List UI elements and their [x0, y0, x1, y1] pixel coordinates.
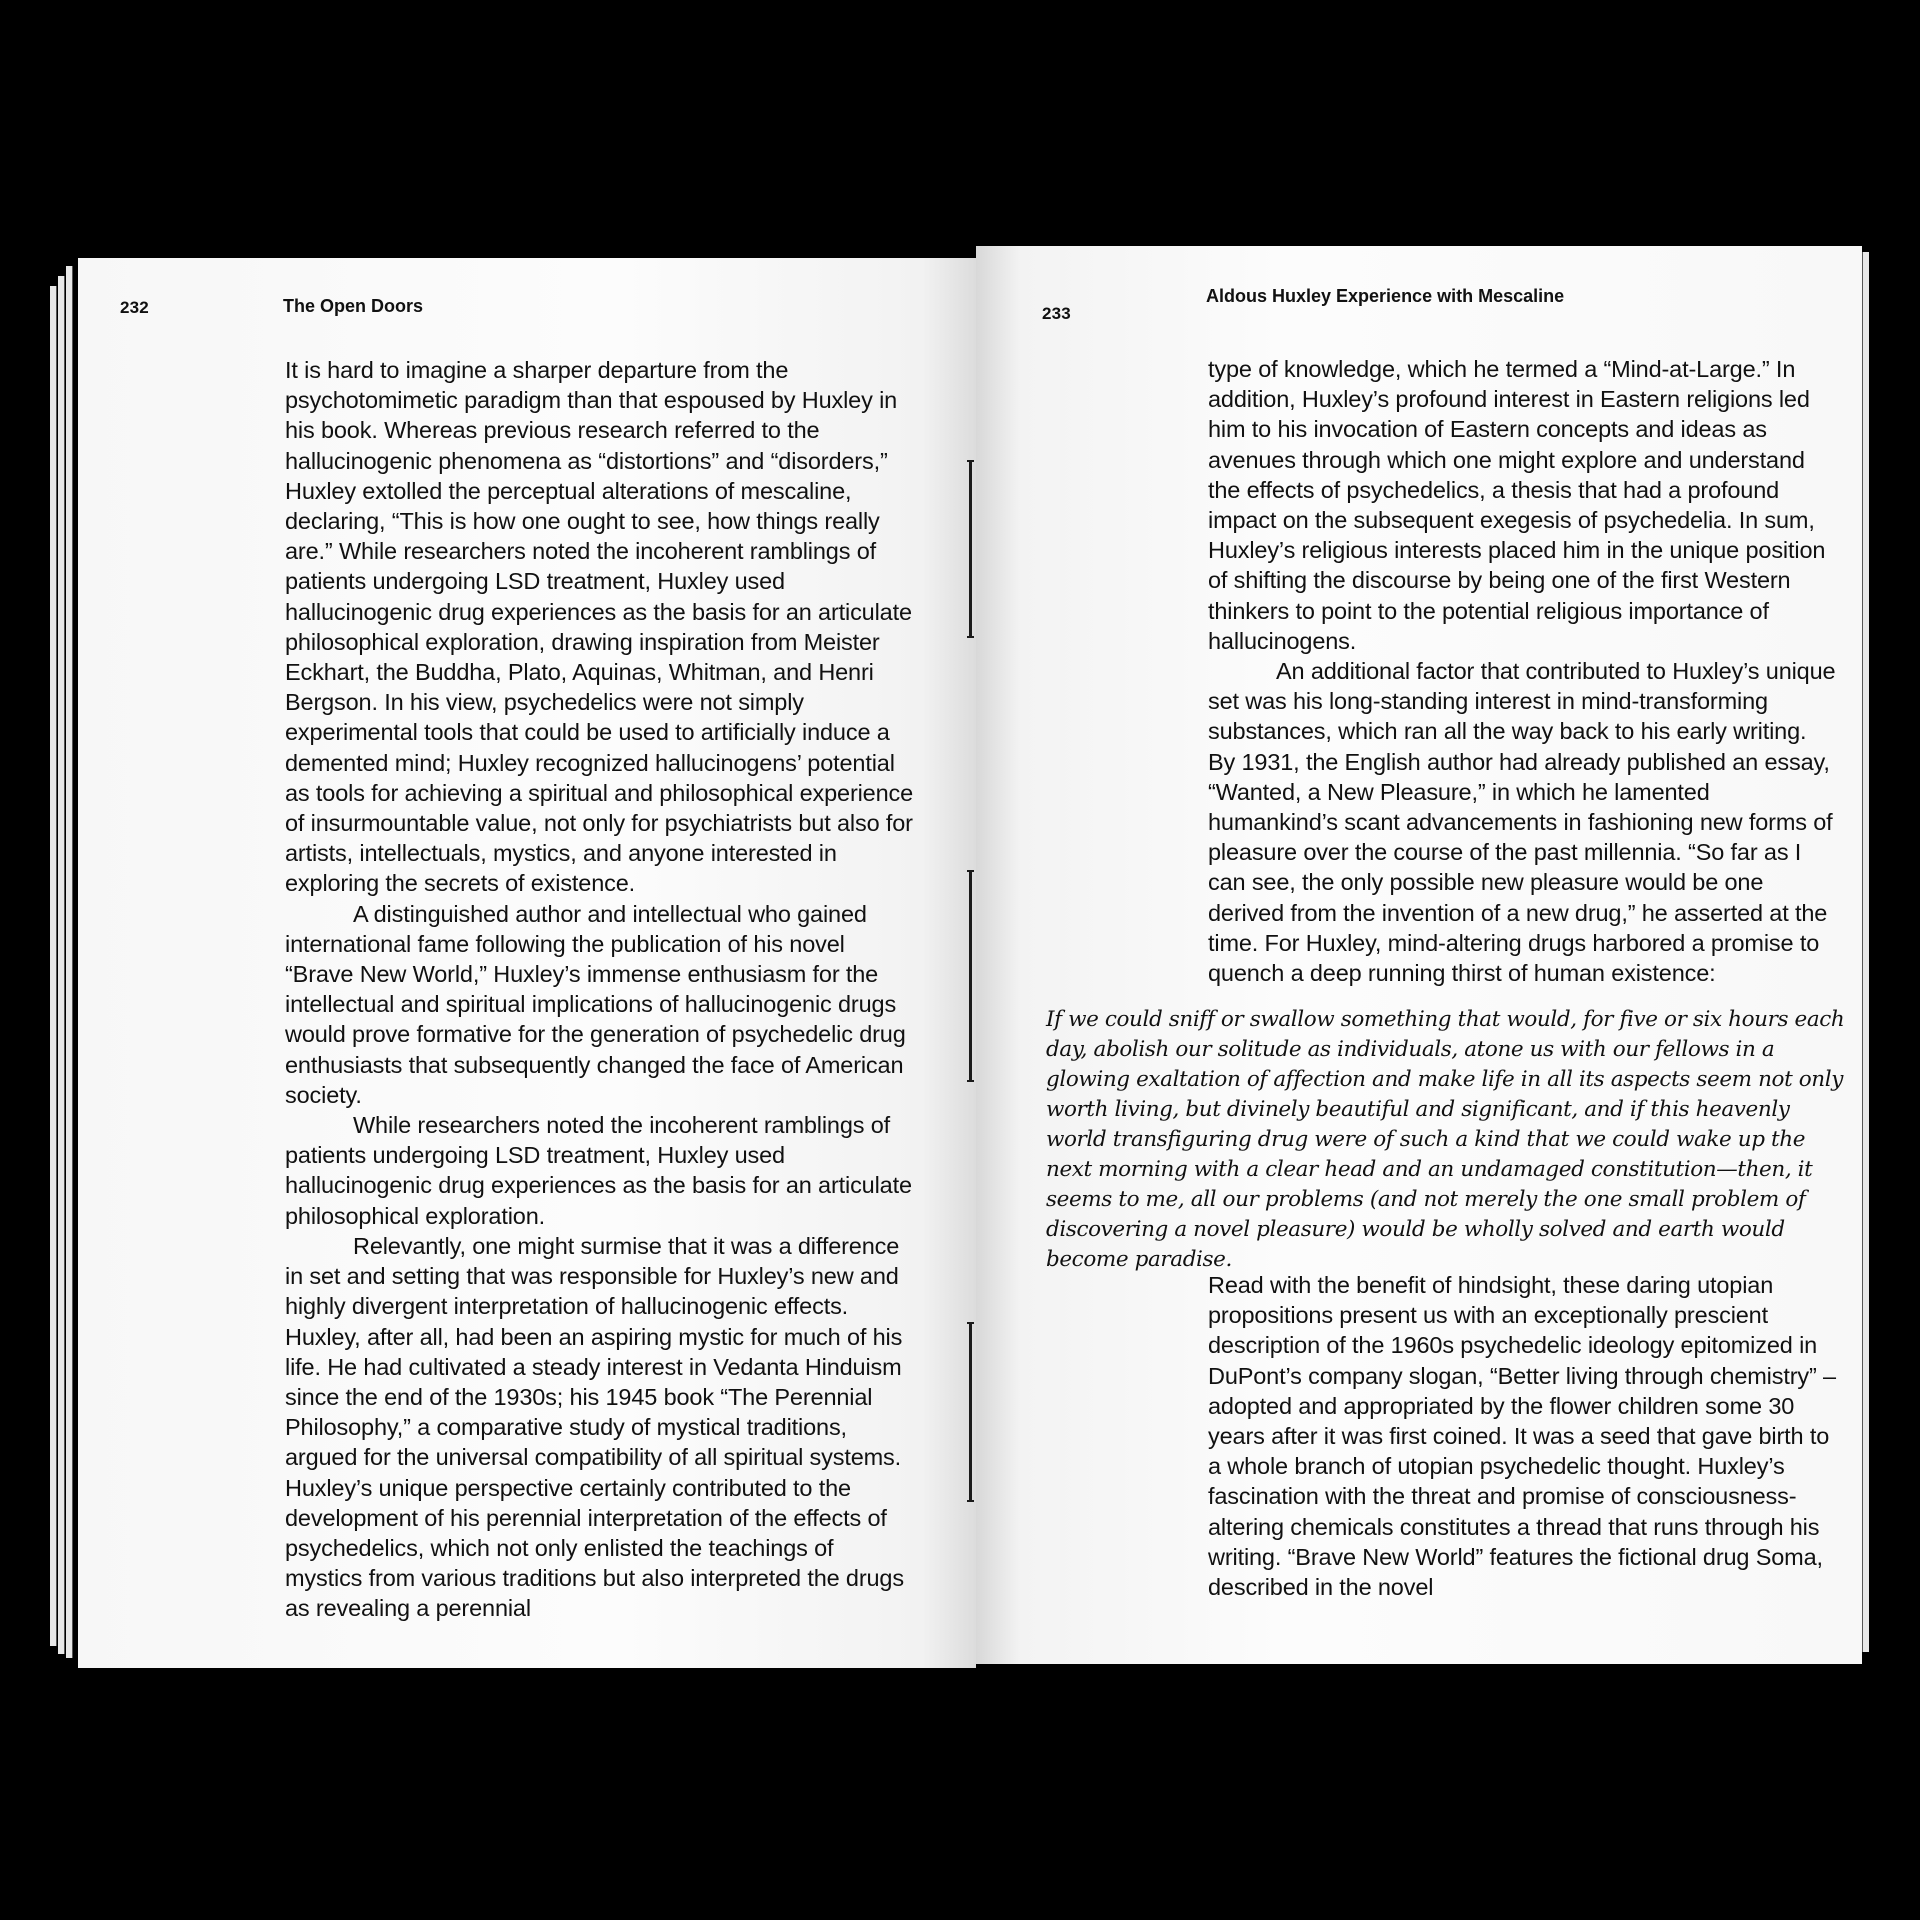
right-body-text-top: [1208, 354, 1838, 988]
running-head: Aldous Huxley Experience with Mescaline: [1206, 286, 1565, 306]
page-number: 233: [1042, 304, 1071, 323]
right-page: [976, 246, 1862, 1664]
running-head: The Open Doors: [283, 296, 424, 316]
paragraph: A distinguished author and intellectual who gained international fame following the publication of his novel “Brave New World,” Huxley’s immense enthusiasm for the intellectual and spiritual implications of hallucinogenic drugs would prove formative for the generation of psychedelic drug enthusiasts that subsequently changed the face of American society.: [285, 900, 906, 1108]
paragraph: Relevantly, one might surmise that it was a difference in set and setting that was responsible for Huxley’s new and highly divergent interpretation of hallucinogenic effects. Huxley, after all, had been an aspiring mystic for much of his life. He had cultivated a steady interest in Vedanta Hinduism since the end of the 1930s; his 1945 book “The Perennial Philosophy,” a comparative study of mystical traditions, argued for the universal compatibility of all spiritual systems. Huxley’s unique perspective certainly contributed to the development of his perennial interpretation of the effects of psychedelics, which not only enlisted the teachings of mystics from various traditions but also interpreted the drugs as revealing a perennial: [285, 1232, 904, 1622]
left-body-text: [285, 355, 915, 1624]
right-body-text-bottom: [1208, 1270, 1838, 1602]
paragraph: It is hard to imagine a sharper departure from the psychotomimetic paradigm than that espoused by Huxley in his book. Whereas previous research referred to the hallucinogenic phenomena as “distortions” and “disorders,” Huxley extolled the perceptual alterations of mescaline, declaring, “This is how one ought to see, how things really are.” While researchers noted the incoherent ramblings of patients undergoing LSD treatment, Huxley used hallucinogenic drug experiences as the basis for an articulate philosophical exploration, drawing inspiration from Meister Eckhart, the Buddha, Plato, Aquinas, Whitman, and Henri Bergson. In his view, psychedelics were not simply experimental tools that could be used to artificially induce a demented mind; Huxley recognized hallucinogens’ potential as tools for achieving a spiritual and philosophical experience of insurmountable value, not only for psychiatrists but also for artists, intellectuals, mystics, and anyone interested in exploring the secrets of existence.: [285, 357, 914, 897]
page-edge: [1862, 252, 1869, 1652]
page-edge: [66, 266, 73, 1658]
page-number: 232: [120, 298, 149, 317]
binding-thread: [969, 1322, 972, 1502]
binding-thread: [969, 460, 972, 638]
paragraph: Read with the benefit of hindsight, these daring utopian propositions present us with an exceptionally prescient description of the 1960s psychedelic ideology epitomized in DuPont’s company slogan, “Better living through chemistry” – adopted and appropriated by the flower children some 30 years after it was first coined. It was a seed that gave birth to a whole branch of utopian psychedelic thought. Huxley’s fascination with the threat and promise of consciousness-altering chemicals constitutes a thread that runs through his writing. “Brave New World” features the fictional drug Soma, described in the novel: [1208, 1272, 1836, 1601]
page-edge: [58, 276, 65, 1654]
binding-thread: [969, 870, 972, 1082]
block-quote: If we could sniff or swallow something that would, for five or six hours each day, abolish our solitude as individuals, atone us with our fellows in a glowing exaltation of affection and make life in all its aspects seem not only worth living, but divinely beautiful and significant, and if this heavenly world transfiguring drug were of such a kind that we could wake up the next morning with a clear head and an undamaged constitution—then, it seems to me, all our problems (and not merely the one small problem of discovering a novel pleasure) would be wholly solved and earth would become paradise.: [1046, 1007, 1845, 1272]
paragraph: An additional factor that contributed to Huxley’s unique set was his long-standing interest in mind-transforming substances, which ran all the way back to his early writing. By 1931, the English author had already published an essay, “Wanted, a New Pleasure,” in which he lamented humankind’s scant advancements in fashioning new forms of pleasure over the course of the past millennia. “So far as I can see, the only possible new pleasure would be one derived from the invention of a new drug,” he asserted at the time. For Huxley, mind-altering drugs harbored a promise to quench a deep running thirst of human existence:: [1208, 658, 1836, 987]
paragraph: type of knowledge, which he termed a “Mind-at-Large.” In addition, Huxley’s profound interest in Eastern religions led him to his invocation of Eastern concepts and ideas as avenues through which one might explore and understand the effects of psychedelics, a thesis that had a profound impact on the subsequent exegesis of psychedelia. In sum, Huxley’s religious interests placed him in the unique position of shifting the discourse by being one of the first Western thinkers to point to the potential religious importance of hallucinogens.: [1208, 356, 1826, 654]
left-page: [78, 258, 976, 1668]
paragraph: While researchers noted the incoherent ramblings of patients undergoing LSD treatment, Huxley used hallucinogenic drug experiences as the basis for an articulate philosophical exploration.: [285, 1112, 912, 1229]
page-edge: [50, 286, 57, 1646]
